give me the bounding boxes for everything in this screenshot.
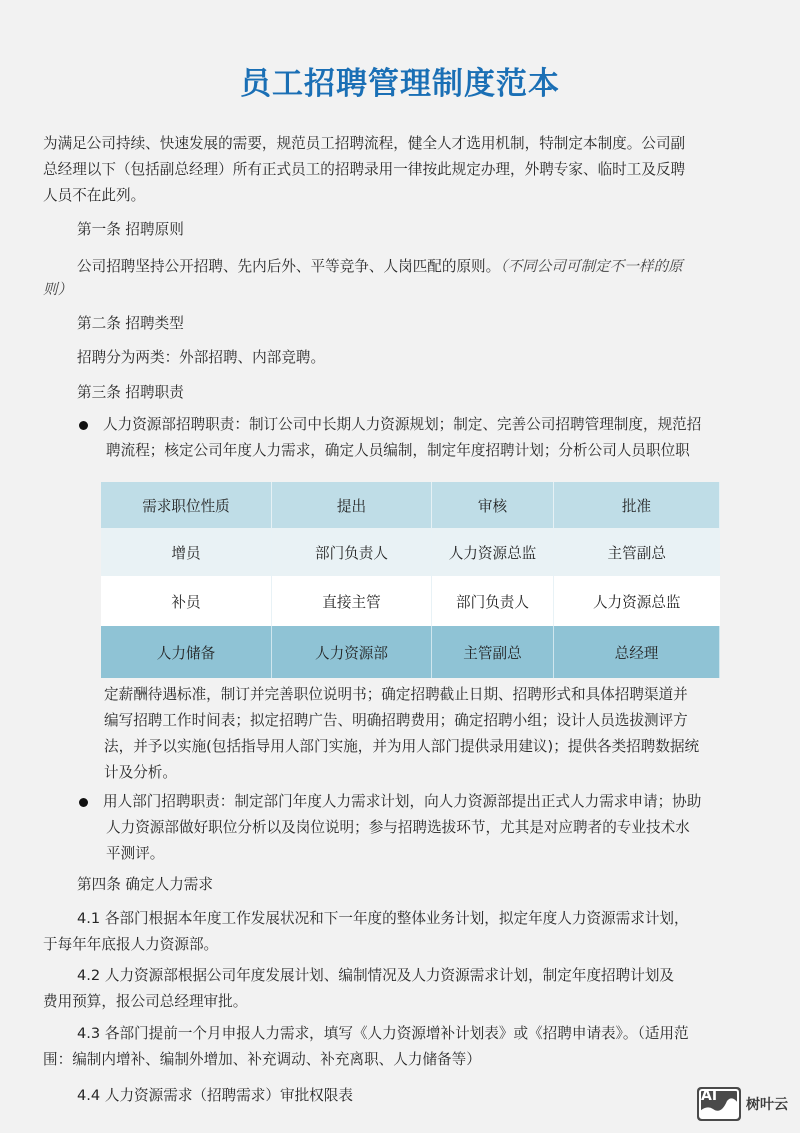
bullet2-line: 平测评。 — [106, 845, 165, 862]
table-header-row — [101, 482, 720, 528]
table-row — [101, 576, 720, 626]
article4-heading: 第四条 确定人力需求 — [77, 876, 213, 893]
bullet2-line: 用人部门招聘职责：制定部门年度人力需求计划，向人力资源部提出正式人力需求申请；协助 — [103, 793, 702, 810]
bullet1-line: 聘流程；核定公司年度人力需求，确定人员编制，制定年度招聘计划；分析公司人员职位职 — [106, 442, 690, 459]
table-header-cell: 需求职位性质 — [101, 482, 272, 528]
table-cell: 人力储备 — [101, 626, 272, 678]
intro-line: 总经理以下（包括副总经理）所有正式员工的招聘录用一律按此规定办理，外聘专家、临时工及反聘 — [43, 161, 686, 178]
bullet-icon — [79, 798, 88, 807]
table-header-cell: 提出 — [272, 482, 432, 528]
bullet1-line: 定薪酬待遇标准，制订并完善职位说明书；确定招聘截止日期、招聘形式和具体招聘渠道并 — [104, 686, 688, 703]
ai-icon-text: AI — [701, 1088, 718, 1104]
article4-item-4-4: 4.4 人力资源需求（招聘需求）审批权限表 — [77, 1087, 353, 1104]
watermark-logo — [697, 1087, 788, 1121]
bullet1-text-before-table — [103, 412, 701, 464]
table-cell: 增员 — [101, 528, 272, 576]
article1-body-text: 公司招聘坚持公开招聘、先内后外、平等竞争、人岗匹配的原则。 — [77, 258, 501, 275]
bullet2-line: 人力资源部做好职位分析以及岗位说明；参与招聘选拔环节，尤其是对应聘者的专业技术水 — [106, 819, 690, 836]
bullet1-line: 计及分析。 — [104, 764, 177, 781]
item-line: 4.3 各部门提前一个月申报人力需求，填写《人力资源增补计划表》或《招聘申请表》。（适用范 — [77, 1025, 689, 1042]
table-cell: 部门负责人 — [432, 576, 554, 626]
bullet2-text — [103, 789, 701, 867]
article2-heading: 第二条 招聘类型 — [77, 315, 184, 332]
bullet1-line: 人力资源部招聘职责：制订公司中长期人力资源规划；制定、完善公司招聘管理制度，规范招 — [103, 416, 702, 433]
table-row — [101, 528, 720, 576]
table-cell: 主管副总 — [432, 626, 554, 678]
table-cell: 直接主管 — [272, 576, 432, 626]
table-cell: 人力资源总监 — [432, 528, 554, 576]
article3-heading: 第三条 招聘职责 — [77, 384, 184, 401]
item-line: 于每年年底报人力资源部。 — [43, 936, 219, 953]
intro-line: 人员不在此列。 — [43, 187, 146, 204]
table-cell: 主管副总 — [554, 528, 720, 576]
article2-body: 招聘分为两类：外部招聘、内部竞聘。 — [77, 349, 326, 366]
approval-authority-table — [101, 482, 720, 678]
watermark-label: 树叶云 — [746, 1097, 788, 1113]
table-cell: 补员 — [101, 576, 272, 626]
table-row — [101, 626, 720, 678]
table-header-cell: 批准 — [554, 482, 720, 528]
article1-note-cont: 则） — [43, 281, 73, 298]
item-line: 4.2 人力资源部根据公司年度发展计划、编制情况及人力资源需求计划，制定年度招聘计划及 — [77, 967, 675, 984]
intro-paragraph — [43, 131, 685, 209]
article1-heading: 第一条 招聘原则 — [77, 221, 184, 238]
bullet1-line: 法，并予以实施(包括指导用人部门实施，并为用人部门提供录用建议)；提供各类招聘数据统 — [104, 738, 700, 755]
article4-item-4-3 — [43, 1021, 689, 1073]
article4-item-4-1 — [43, 906, 689, 958]
ai-image-icon — [697, 1087, 741, 1121]
table-header-cell: 审核 — [432, 482, 554, 528]
item-line: 围：编制内增补、编制外增加、补充调动、补充离职、人力储备等） — [43, 1051, 481, 1068]
bullet1-line: 编写招聘工作时间表；拟定招聘广告、明确招聘费用；确定招聘小组；设计人员选拔测评方 — [104, 712, 688, 729]
item-line: 4.1 各部门根据本年度工作发展状况和下一年度的整体业务计划，拟定年度人力资源需求计划， — [77, 910, 689, 927]
document-title: 员工招聘管理制度范本 — [240, 66, 560, 102]
bullet-icon — [79, 421, 88, 430]
article1-body — [77, 254, 683, 280]
table-cell: 人力资源部 — [272, 626, 432, 678]
article1-note: （不同公司可制定不一样的原 — [500, 258, 683, 275]
bullet1-text-after-table — [104, 682, 699, 786]
mountain-icon — [697, 1087, 741, 1121]
table-cell: 人力资源总监 — [554, 576, 720, 626]
article4-item-4-2 — [43, 963, 674, 1015]
intro-line: 为满足公司持续、快速发展的需要，规范员工招聘流程，健全人才选用机制，特制定本制度。公司副 — [43, 135, 686, 152]
table-cell: 部门负责人 — [272, 528, 432, 576]
item-line: 费用预算，报公司总经理审批。 — [43, 993, 248, 1010]
table-cell: 总经理 — [554, 626, 720, 678]
